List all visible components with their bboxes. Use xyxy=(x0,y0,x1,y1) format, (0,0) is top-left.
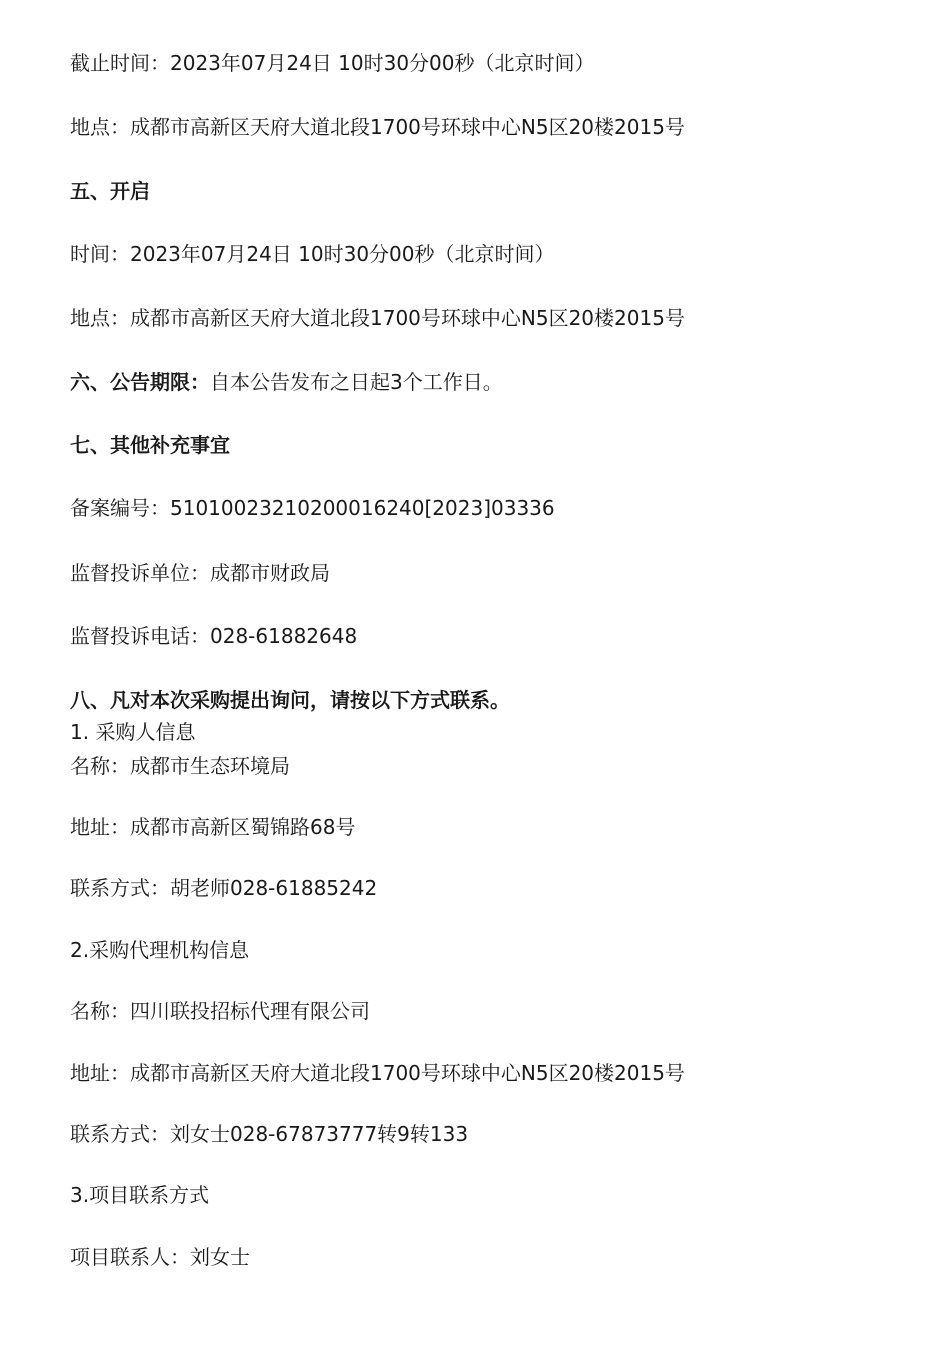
supervise-phone xyxy=(70,623,357,649)
supervise-unit-label: 监督投诉单位： xyxy=(70,561,210,585)
opening-place xyxy=(70,305,685,331)
section-6-heading: 六、公告期限： xyxy=(70,370,210,394)
section-8-heading: 八、凡对本次采购提出询问，请按以下方式联系。 xyxy=(70,688,510,712)
agency-contact-label: 联系方式： xyxy=(70,1122,170,1146)
purchaser-name-label: 名称： xyxy=(70,754,130,778)
agency-title: 2.采购代理机构信息 xyxy=(70,938,250,962)
deadline-place-value: 成都市高新区天府大道北段1700号环球中心N5区20楼2015号 xyxy=(130,115,685,139)
agency-address-label: 地址： xyxy=(70,1061,130,1085)
purchaser-title: 1. 采购人信息 xyxy=(70,720,196,744)
project-person-label: 项目联系人： xyxy=(70,1245,190,1269)
opening-time-value: 2023年07月24日 10时30分00秒（北京时间） xyxy=(130,242,555,266)
agency-contact xyxy=(70,1121,468,1147)
record-number-value: 51010023210200016240[2023]03336 xyxy=(170,496,555,520)
deadline-time xyxy=(70,50,595,76)
purchaser-address-label: 地址： xyxy=(70,815,130,839)
opening-place-label: 地点： xyxy=(70,306,130,330)
project-contact-person xyxy=(70,1244,250,1270)
supervise-unit-value: 成都市财政局 xyxy=(210,561,330,585)
supervise-phone-value: 028-61882648 xyxy=(210,624,358,648)
section-6-text: 自本公告发布之日起3个工作日。 xyxy=(210,370,503,394)
purchaser-name-value: 成都市生态环境局 xyxy=(130,754,290,778)
section-6 xyxy=(70,369,503,395)
record-number xyxy=(70,495,555,521)
deadline-place-label: 地点： xyxy=(70,115,130,139)
supervise-unit xyxy=(70,560,330,586)
project-title: 3.项目联系方式 xyxy=(70,1183,210,1207)
supervise-phone-label: 监督投诉电话： xyxy=(70,624,210,648)
opening-time-label: 时间： xyxy=(70,242,130,266)
agency-name-label: 名称： xyxy=(70,999,130,1023)
purchaser-name xyxy=(70,753,290,779)
purchaser-contact-label: 联系方式： xyxy=(70,876,170,900)
purchaser-contact-value: 胡老师028-61885242 xyxy=(170,876,378,900)
deadline-place xyxy=(70,114,685,140)
purchaser-address-value: 成都市高新区蜀锦路68号 xyxy=(130,815,356,839)
project-person-value: 刘女士 xyxy=(190,1245,250,1269)
opening-place-value: 成都市高新区天府大道北段1700号环球中心N5区20楼2015号 xyxy=(130,306,685,330)
purchaser-contact xyxy=(70,875,377,901)
agency-contact-value: 刘女士028-67873777转9转133 xyxy=(170,1122,469,1146)
agency-name-value: 四川联投招标代理有限公司 xyxy=(130,999,370,1023)
section-7-heading: 七、其他补充事宜 xyxy=(70,433,230,457)
section-5-heading: 五、开启 xyxy=(70,179,150,203)
agency-address-value: 成都市高新区天府大道北段1700号环球中心N5区20楼2015号 xyxy=(130,1061,685,1085)
opening-time xyxy=(70,241,555,267)
record-number-label: 备案编号： xyxy=(70,496,170,520)
deadline-time-label: 截止时间： xyxy=(70,51,170,75)
agency-name xyxy=(70,998,370,1024)
purchaser-address xyxy=(70,814,355,840)
agency-address xyxy=(70,1060,685,1086)
deadline-time-value: 2023年07月24日 10时30分00秒（北京时间） xyxy=(170,51,595,75)
